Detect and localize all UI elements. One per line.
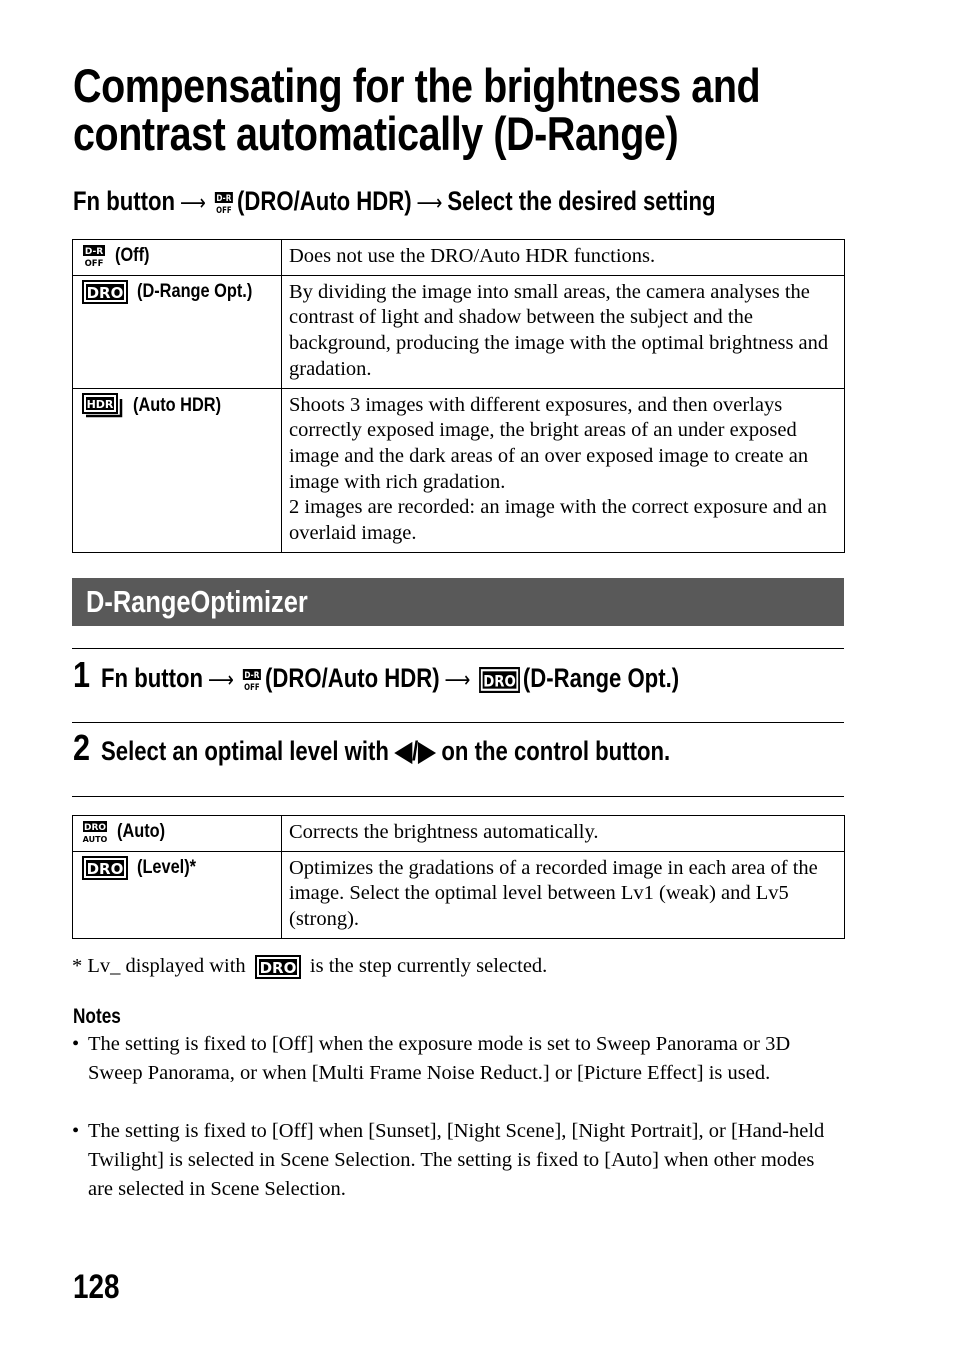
- dr-off-icon-bottom: OFF: [244, 682, 260, 692]
- footnote-text-after: is the step currently selected.: [309, 955, 548, 977]
- option-cell: [73, 240, 282, 276]
- option-label: (Auto HDR): [133, 394, 222, 416]
- select-setting-label: Select the desired setting: [447, 186, 716, 216]
- step-2-instruction: Select an optimal level with ◀/▶ on the control button.: [101, 736, 671, 766]
- footnote: [72, 955, 547, 979]
- notes-heading: [73, 1004, 131, 1029]
- hdr-icon-text: HDR: [86, 397, 114, 411]
- option-cell: [73, 275, 282, 388]
- step-1-text: [101, 663, 806, 696]
- dro-auto-hdr-label: (DRO/Auto HDR): [237, 186, 412, 216]
- page-number: [73, 1268, 130, 1307]
- dr-off-icon: [82, 244, 106, 268]
- arrow-right-icon: ⟶: [416, 191, 443, 216]
- description-cell: By dividing the image into small areas, the camera analyses the contrast of light and shadow between the subject and the background, producing the image with the optimal brightness and gradation.: [282, 275, 845, 388]
- step-2-text: [101, 736, 795, 766]
- footnote-text-before: * Lv_ displayed with: [72, 955, 246, 977]
- page-title-line-1: Compensating for the brightness and: [73, 59, 761, 112]
- table-row: [73, 851, 845, 938]
- dr-off-icon-top: D-R: [244, 669, 260, 681]
- dro-icon: [82, 856, 128, 880]
- dr-off-icon-bottom: OFF: [84, 259, 104, 268]
- dro-auto-hdr-label: (DRO/Auto HDR): [265, 663, 440, 693]
- option-label: (Level)*: [137, 856, 197, 878]
- divider: [72, 722, 844, 723]
- list-item: [72, 1117, 842, 1204]
- description-cell: Optimizes the gradations of a recorded image in each area of the image. Select the optimal level between Lv1 (weak) and Lv5 (strong).: [282, 851, 845, 938]
- list-item: [72, 1030, 842, 1088]
- arrow-right-icon: ⟶: [207, 668, 234, 693]
- table-row: [73, 388, 845, 552]
- page-title: [73, 59, 953, 160]
- fn-button-label: Fn button: [73, 186, 176, 216]
- description-cell: Corrects the brightness automatically.: [282, 816, 845, 852]
- dro-icon: [479, 667, 520, 693]
- note-text: The setting is fixed to [Off] when [Sunset], [Night Scene], [Night Portrait], or [Hand-held Twilight] is selected in Scene Selection. The setting is fixed to [Auto] when other modes are selected in Scene Selection.: [88, 1120, 825, 1200]
- dro-settings-table: [72, 239, 845, 553]
- step-2-number: 2: [73, 727, 91, 768]
- bullet-icon: •: [72, 1033, 80, 1055]
- step-1-instruction: [101, 663, 679, 696]
- bullet-icon: •: [72, 1120, 80, 1142]
- option-label: (Auto): [117, 821, 166, 842]
- hdr-icon: [82, 393, 124, 419]
- note-text: The setting is fixed to [Off] when the exposure mode is set to Sweep Panorama or 3D Sweep Panorama, or when [Multi Frame Noise Reduct.] or [Picture Effect] is used.: [88, 1033, 791, 1084]
- fn-button-label: Fn button: [101, 663, 204, 693]
- section-heading-bar: [72, 578, 844, 626]
- dro-icon-text: DRO: [86, 859, 124, 878]
- table-row: [73, 816, 845, 852]
- option-label: (D-Range Opt.): [137, 280, 253, 302]
- table-row: [73, 240, 845, 276]
- d-range-opt-label: (D-Range Opt.): [522, 663, 680, 693]
- dro-icon-text: DRO: [482, 671, 516, 691]
- dro-auto-icon-bottom: AUTO: [82, 835, 108, 844]
- description-text-2: 2 images are recorded: an image with the correct exposure and an overlaid image.: [289, 496, 827, 545]
- divider: [72, 648, 844, 649]
- level-settings-table: [72, 815, 845, 939]
- arrow-right-icon: ⟶: [444, 668, 471, 693]
- page-number-text: 128: [73, 1268, 120, 1306]
- option-label: (Off): [115, 245, 150, 266]
- dro-icon: [255, 955, 301, 979]
- description-text: Shoots 3 images with different exposures, and then overlays correctly exposed image, the bright areas of an under exposed image and the dark areas of an over exposed image to create an image with rich gradation.: [289, 393, 809, 493]
- dro-auto-icon: [82, 820, 108, 844]
- table-row: [73, 275, 845, 388]
- dr-off-icon-top: D-R: [84, 247, 104, 257]
- dr-off-icon: [214, 191, 234, 215]
- dr-off-icon-bottom: OFF: [216, 205, 232, 215]
- dro-auto-icon-top: DRO: [83, 823, 107, 833]
- dr-off-icon: [242, 668, 262, 692]
- dro-icon-text: DRO: [86, 283, 124, 302]
- section-title: D-RangeOptimizer: [86, 584, 308, 619]
- dro-icon: [82, 280, 128, 304]
- description-cell: Does not use the DRO/Auto HDR functions.: [282, 240, 845, 276]
- divider: [72, 796, 844, 797]
- description-cell: [282, 388, 845, 552]
- option-cell: [73, 816, 282, 852]
- page-title-line-2: contrast automatically (D-Range): [73, 107, 679, 160]
- option-cell: [73, 388, 282, 552]
- menu-path-text: [73, 186, 716, 219]
- step-1-number: 1: [73, 654, 91, 695]
- menu-path: [73, 186, 857, 219]
- notes-heading-text: Notes: [73, 1005, 121, 1028]
- dro-icon-text: DRO: [259, 959, 297, 978]
- option-cell: [73, 851, 282, 938]
- arrow-right-icon: ⟶: [179, 191, 206, 216]
- dr-off-icon-top: D-R: [216, 192, 232, 204]
